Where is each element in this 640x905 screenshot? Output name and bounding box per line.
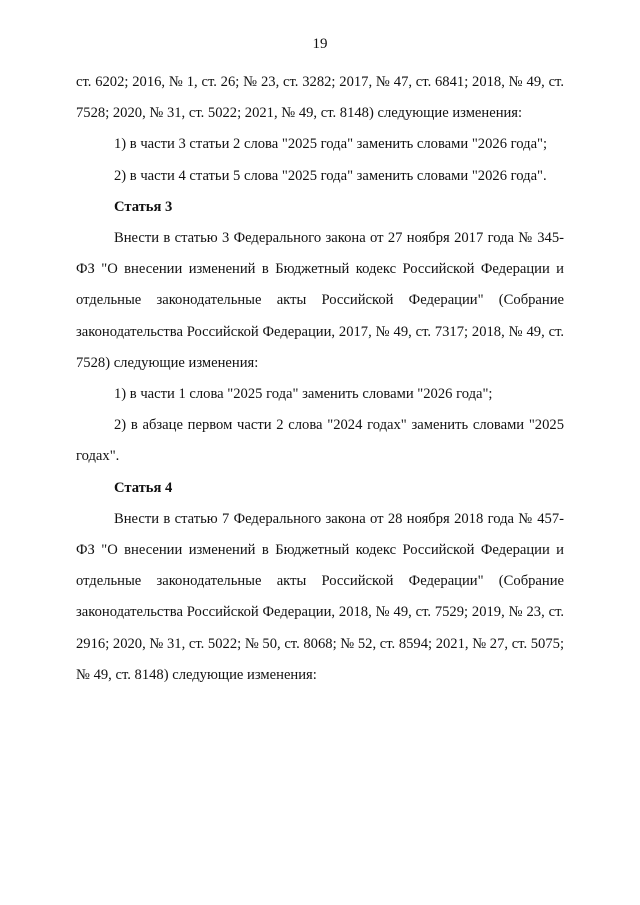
paragraph-article-3-item-1: 1) в части 1 слова "2025 года" заменить словами "2026 года"; xyxy=(114,386,493,403)
paragraph-article-4-intro: Внести в статью 7 Федерального закона от 28 ноября 2018 года № 457-ФЗ "О внесении изменений в Бюджетный кодекс Российской Федерации и отдельные законодательные акты Российской Федерации" (Собрание законодательства Российской Федерации, 2018, № 49, ст. 7529; 2019, № 23, ст. 2916; 2020, № 31, ст. 5022; № 50, ст. 8068; № 52, ст. 8594; 2021, № 27, ст. 5075; № 49, ст. 8148) следующие изменения: xyxy=(76,510,564,683)
page-number: 19 xyxy=(312,36,328,52)
article-heading-3: Статья 3 xyxy=(114,198,173,215)
paragraph-continuation: ст. 6202; 2016, № 1, ст. 26; № 23, ст. 3282; 2017, № 47, ст. 6841; 2018, № 49, ст. 7528; 2020, № 31, ст. 5022; 2021, № 49, ст. 8148) следующие изменения: xyxy=(76,74,564,122)
document-body xyxy=(76,67,564,691)
paragraph-article-3-item-2: 2) в абзаце первом части 2 слова "2024 годах" заменить словами "2025 годах". xyxy=(76,417,564,465)
paragraph-item-2: 2) в части 4 статьи 5 слова "2025 года" заменить словами "2026 года". xyxy=(114,167,547,184)
article-heading-4: Статья 4 xyxy=(114,479,173,496)
paragraph-article-3-intro: Внести в статью 3 Федерального закона от 27 ноября 2017 года № 345-ФЗ "О внесении изменений в Бюджетный кодекс Российской Федерации и отдельные законодательные акты Российской Федерации" (Собрание законодательства Российской Федерации, 2017, № 49, ст. 7317; 2018, № 49, ст. 7528) следующие изменения: xyxy=(76,230,564,371)
paragraph-item-1: 1) в части 3 статьи 2 слова "2025 года" заменить словами "2026 года"; xyxy=(114,136,548,153)
